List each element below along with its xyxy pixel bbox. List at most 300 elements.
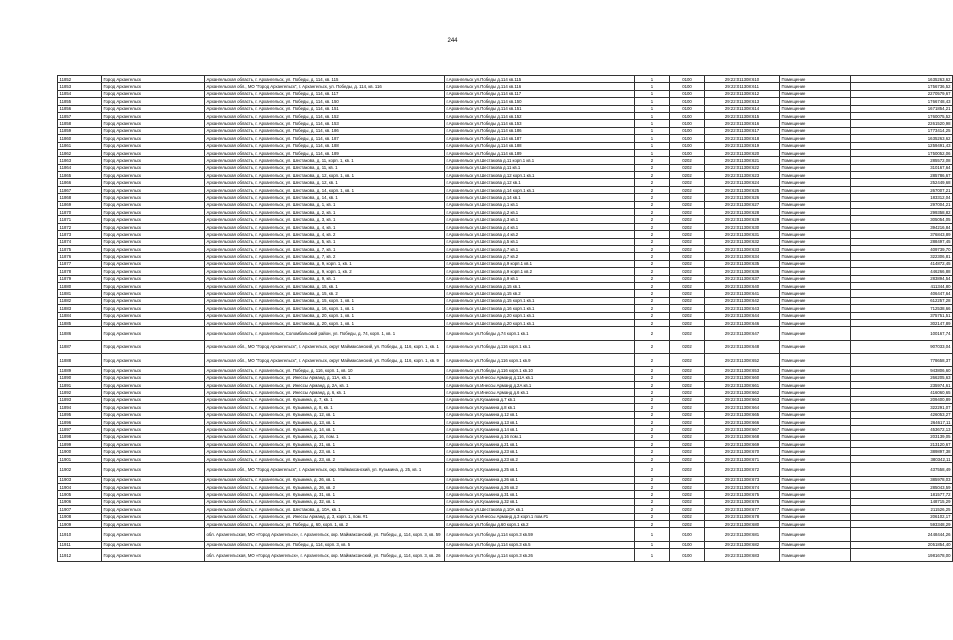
short-address-cell: г.Архангельск ул.Шестакова д.15 кв.1: [445, 282, 635, 289]
cadastral-value-cell: 148715,29: [851, 498, 953, 505]
cadastral-number-cell: 29:22:011308:671: [705, 455, 780, 462]
group-code-cell: 1: [635, 105, 670, 112]
group-code-cell: 2: [635, 513, 670, 520]
type-code-cell: 0100: [670, 98, 705, 105]
group-code-cell: 1: [635, 135, 670, 142]
municipality-cell: Город Архангельск: [102, 223, 205, 230]
group-code-cell: 2: [635, 327, 670, 340]
municipality-cell: Город Архангельск: [102, 548, 205, 561]
short-address-cell: г.Архангельск ул.Инессы Арманд д.6 кв.1: [445, 389, 635, 396]
cadastral-number-cell: 29:22:011308:678: [705, 513, 780, 520]
cadastral-value-cell: 612257,28: [851, 297, 953, 304]
cadastral-number-cell: 29:22:011308:637: [705, 275, 780, 282]
municipality-cell: Город Архангельск: [102, 268, 205, 275]
group-code-cell: 2: [635, 194, 670, 201]
object-type-cell: Помещение: [780, 353, 851, 366]
cadastral-number-cell: 29:22:011308:616: [705, 120, 780, 127]
row-number-cell: 11853: [58, 83, 102, 90]
address-cell: Архангельская область, г. Архангельск, ул. Победы, д. 114, кв. 186: [205, 127, 445, 134]
type-code-cell: 0100: [670, 105, 705, 112]
address-cell: Архангельская область, г. Архангельск, ул. Инессы Арманд, д. 3, корп. 1, пом. #1: [205, 513, 445, 520]
address-cell: Архангельская область, г. Архангельск, ул. Шестакова, д. 11, корп. 1, кв. 1: [205, 157, 445, 164]
short-address-cell: г.Архангельск ул.Инессы Арманд д.2А кв.1: [445, 381, 635, 388]
group-code-cell: 2: [635, 404, 670, 411]
type-code-cell: 0100: [670, 90, 705, 97]
address-cell: Архангельская область, г. Архангельск, ул. Шестакова, д. 7, кв. 2: [205, 253, 445, 260]
short-address-cell: г.Архангельск ул.Кузьмина д.31 кв.1: [445, 491, 635, 498]
address-cell: Архангельская область, г. Архангельск, ул. Шестакова, д. 15, кв. 2: [205, 290, 445, 297]
municipality-cell: Город Архангельск: [102, 127, 205, 134]
cadastral-number-cell: 29:22:011308:636: [705, 268, 780, 275]
type-code-cell: 0202: [670, 245, 705, 252]
table-row: [58, 340, 953, 353]
row-number-cell: 11871: [58, 216, 102, 223]
cadastral-value-cell: 389897,38: [851, 448, 953, 455]
group-code-cell: 1: [635, 76, 670, 83]
row-number-cell: 11900: [58, 448, 102, 455]
short-address-cell: г.Архангельск ул.Победы д.114 кв.150: [445, 98, 635, 105]
cadastral-value-cell: 267007,21: [851, 186, 953, 193]
cadastral-value-cell: 1635263,62: [851, 135, 953, 142]
cadastral-value-cell: 2261520,98: [851, 120, 953, 127]
object-type-cell: Помещение: [780, 483, 851, 490]
object-type-cell: Помещение: [780, 179, 851, 186]
address-cell: Архангельская область, г. Архангельск, ул. Кузьмина, д. 21, кв. 1: [205, 441, 445, 448]
address-cell: Архангельская область, г. Архангельск, ул. Победы, д. 114, кв. 189: [205, 149, 445, 156]
group-code-cell: 2: [635, 353, 670, 366]
address-cell: Архангельская область, г. Архангельск, ул. Инессы Арманд, д. 6, кв. 1: [205, 389, 445, 396]
cadastral-number-cell: 29:22:011308:669: [705, 441, 780, 448]
cadastral-number-cell: 29:22:011308:674: [705, 483, 780, 490]
type-code-cell: 0202: [670, 179, 705, 186]
cadastral-value-cell: 406447,64: [851, 290, 953, 297]
address-cell: Архангельская обл., МО "Город Архангельск", г. Архангельск, округ Маймаксанский, ул. Победы, д. 116, корп. 1, кв. 1: [205, 340, 445, 353]
municipality-cell: Город Архангельск: [102, 201, 205, 208]
table-row: [58, 305, 953, 312]
cadastral-number-cell: 29:22:011308:610: [705, 76, 780, 83]
municipality-cell: Город Архангельск: [102, 238, 205, 245]
municipality-cell: Город Архангельск: [102, 164, 205, 171]
cadastral-number-cell: 29:22:011308:614: [705, 105, 780, 112]
table-row: [58, 297, 953, 304]
cadastral-value-cell: 310167,64: [851, 164, 953, 171]
type-code-cell: 0202: [670, 231, 705, 238]
type-code-cell: 0202: [670, 498, 705, 505]
type-code-cell: 0202: [670, 483, 705, 490]
cadastral-value-cell: 943806,60: [851, 367, 953, 374]
municipality-cell: Город Архангельск: [102, 216, 205, 223]
table-row: [58, 209, 953, 216]
object-type-cell: Помещение: [780, 340, 851, 353]
short-address-cell: г.Архангельск ул.Победы д.114 корп.3 кв.5: [445, 541, 635, 548]
cadastral-value-cell: 409739,70: [851, 245, 953, 252]
short-address-cell: г.Архангельск ул.Кузьмина д.21 кв.1: [445, 441, 635, 448]
municipality-cell: Город Архангельск: [102, 142, 205, 149]
address-cell: Архангельская область, г. Архангельск, ул. Кузьмина, д. 12, кв. 1: [205, 411, 445, 418]
table-row: [58, 498, 953, 505]
cadastral-value-cell: 1756736,52: [851, 83, 953, 90]
row-number-cell: 11890: [58, 374, 102, 381]
type-code-cell: 0100: [670, 83, 705, 90]
table-row: [58, 411, 953, 418]
type-code-cell: 0202: [670, 389, 705, 396]
municipality-cell: Город Архангельск: [102, 327, 205, 340]
row-number-cell: 11883: [58, 305, 102, 312]
object-type-cell: Помещение: [780, 411, 851, 418]
municipality-cell: Город Архангельск: [102, 389, 205, 396]
short-address-cell: г.Архангельск ул.Шестакова д.9 кв.1: [445, 275, 635, 282]
group-code-cell: 2: [635, 297, 670, 304]
address-cell: Архангельская область, г. Архангельск, ул. Кузьмина, д. 8, кв. 1: [205, 404, 445, 411]
type-code-cell: 0100: [670, 76, 705, 83]
type-code-cell: 0202: [670, 353, 705, 366]
municipality-cell: Город Архангельск: [102, 275, 205, 282]
municipality-cell: Город Архангельск: [102, 367, 205, 374]
group-code-cell: 2: [635, 340, 670, 353]
group-code-cell: 2: [635, 463, 670, 476]
table-row: [58, 381, 953, 388]
row-number-cell: 11907: [58, 506, 102, 513]
cadastral-value-cell: 283894,54: [851, 275, 953, 282]
short-address-cell: г.Архангельск ул.Кузьмина д.32 кв.1: [445, 498, 635, 505]
address-cell: Архангельская область, г. Архангельск, ул. Шестакова, д. 9, корп. 1, кв. 2: [205, 268, 445, 275]
object-type-cell: Помещение: [780, 268, 851, 275]
row-number-cell: 11885: [58, 319, 102, 326]
row-number-cell: 11899: [58, 441, 102, 448]
cadastral-value-cell: 414872,45: [851, 260, 953, 267]
row-number-cell: 11887: [58, 340, 102, 353]
table-row: [58, 223, 953, 230]
cadastral-value-cell: 213120,67: [851, 441, 953, 448]
short-address-cell: г.Архангельск ул.Победы д.114 кв.153: [445, 120, 635, 127]
address-cell: Архангельская область, г. Архангельск, ул. Шестакова, д. 3, кв. 1: [205, 216, 445, 223]
cadastral-value-cell: 266205,63: [851, 374, 953, 381]
row-number-cell: 11906: [58, 498, 102, 505]
table-row: [58, 426, 953, 433]
group-code-cell: 2: [635, 426, 670, 433]
address-cell: Архангельская область, г. Архангельск, ул. Кузьмина, д. 13, кв. 1: [205, 418, 445, 425]
short-address-cell: г.Архангельск ул.Шестакова д.14 корп.1 кв.1: [445, 186, 635, 193]
table-row: [58, 127, 953, 134]
short-address-cell: г.Архангельск ул.Инессы Арманд д.11А кв.1: [445, 374, 635, 381]
cadastral-number-cell: 29:22:011308:672: [705, 463, 780, 476]
short-address-cell: г.Архангельск ул.Инессы Арманд д.3 корп.1 пом.#1: [445, 513, 635, 520]
short-address-cell: г.Архангельск ул.Шестакова д.5 кв.1: [445, 238, 635, 245]
cadastral-number-cell: 29:22:011308:615: [705, 112, 780, 119]
municipality-cell: Город Архангельск: [102, 290, 205, 297]
address-cell: обл. Архангельская, МО «Город Архангельск», г. Архангельск, окр. Маймаксанский, ул. Победы, д. 114, корп. 3, кв. 26: [205, 548, 445, 561]
object-type-cell: Помещение: [780, 157, 851, 164]
table-row: [58, 90, 953, 97]
object-type-cell: Помещение: [780, 105, 851, 112]
cadastral-value-cell: 1773414,25: [851, 127, 953, 134]
object-type-cell: Помещение: [780, 245, 851, 252]
municipality-cell: Город Архангельск: [102, 231, 205, 238]
cadastral-value-cell: 437558,49: [851, 463, 953, 476]
type-code-cell: 0202: [670, 164, 705, 171]
table-row: [58, 483, 953, 490]
group-code-cell: 2: [635, 164, 670, 171]
type-code-cell: 0202: [670, 411, 705, 418]
municipality-cell: Город Архангельск: [102, 83, 205, 90]
short-address-cell: г.Архангельск ул.Шестакова д.9 корп.1 кв.2: [445, 268, 635, 275]
type-code-cell: 0202: [670, 209, 705, 216]
cadastral-number-cell: 29:22:011308:618: [705, 135, 780, 142]
group-code-cell: 1: [635, 528, 670, 541]
address-cell: Архангельская область, г. Архангельск, ул. Шестакова, д. 5, кв. 1: [205, 238, 445, 245]
municipality-cell: Город Архангельск: [102, 463, 205, 476]
group-code-cell: 2: [635, 411, 670, 418]
object-type-cell: Помещение: [780, 194, 851, 201]
table-row: [58, 275, 953, 282]
group-code-cell: 2: [635, 245, 670, 252]
object-type-cell: Помещение: [780, 541, 851, 548]
cadastral-number-cell: 29:22:011308:633: [705, 245, 780, 252]
table-row: [58, 312, 953, 319]
cadastral-number-cell: 29:22:011308:647: [705, 327, 780, 340]
group-code-cell: 2: [635, 506, 670, 513]
object-type-cell: Помещение: [780, 506, 851, 513]
table-row: [58, 396, 953, 403]
address-cell: Архангельская область, г. Архангельск, Соломбальский район, ул. Победы, д. 74, корп. 1, кв. 1: [205, 327, 445, 340]
type-code-cell: 0100: [670, 127, 705, 134]
table-row: [58, 76, 953, 83]
table-row: [58, 520, 953, 527]
type-code-cell: 0202: [670, 290, 705, 297]
address-cell: Архангельская область, г. Архангельск, ул. Шестакова, д. 7, кв. 1: [205, 245, 445, 252]
address-cell: Архангельская область, г. Архангельск, ул. Победы, д. 114, кв. 188: [205, 142, 445, 149]
cadastral-value-cell: 394216,84: [851, 223, 953, 230]
group-code-cell: 1: [635, 541, 670, 548]
cadastral-value-cell: 778658,37: [851, 353, 953, 366]
object-type-cell: Помещение: [780, 76, 851, 83]
group-code-cell: 2: [635, 483, 670, 490]
row-number-cell: 11904: [58, 483, 102, 490]
municipality-cell: Город Архангельск: [102, 179, 205, 186]
group-code-cell: 2: [635, 157, 670, 164]
object-type-cell: Помещение: [780, 463, 851, 476]
cadastral-value-cell: 1671854,21: [851, 105, 953, 112]
cadastral-number-cell: 29:22:011308:641: [705, 290, 780, 297]
row-number-cell: 11908: [58, 513, 102, 520]
row-number-cell: 11878: [58, 268, 102, 275]
short-address-cell: г.Архангельск ул.Победы д.116 корп.1 кв.1: [445, 340, 635, 353]
address-cell: Архангельская область, г. Архангельск, ул. Шестакова, д. 9, корп. 1, кв. 1: [205, 260, 445, 267]
address-cell: Архангельская область, г. Архангельск, ул. Кузьмина, д. 14, кв. 1: [205, 426, 445, 433]
table-row: [58, 476, 953, 483]
row-number-cell: 11866: [58, 179, 102, 186]
municipality-cell: Город Архангельск: [102, 418, 205, 425]
type-code-cell: 0202: [670, 186, 705, 193]
address-cell: Архангельская область, г. Архангельск, ул. Шестакова, д. 12, корп. 1, кв. 1: [205, 172, 445, 179]
cadastral-number-cell: 29:22:011308:620: [705, 149, 780, 156]
row-number-cell: 11859: [58, 127, 102, 134]
type-code-cell: 0202: [670, 520, 705, 527]
type-code-cell: 0202: [670, 426, 705, 433]
object-type-cell: Помещение: [780, 142, 851, 149]
cadastral-number-cell: 29:22:011308:676: [705, 498, 780, 505]
address-cell: Архангельская область, г. Архангельск, ул. Кузьмина, д. 31, кв. 1: [205, 491, 445, 498]
cadastral-registry-table: [57, 75, 953, 562]
cadastral-value-cell: 376843,89: [851, 231, 953, 238]
cadastral-value-cell: 235974,61: [851, 381, 953, 388]
short-address-cell: г.Архангельск ул.Шестакова д.11 кв.1: [445, 164, 635, 171]
object-type-cell: Помещение: [780, 231, 851, 238]
address-cell: Архангельская область, г. Архангельск, ул. Победы, д. 60, корп. 1, кв. 2: [205, 520, 445, 527]
object-type-cell: Помещение: [780, 548, 851, 561]
table-row: [58, 448, 953, 455]
short-address-cell: г.Архангельск ул.Шестакова д.14 кв.1: [445, 194, 635, 201]
row-number-cell: 11879: [58, 275, 102, 282]
row-number-cell: 11880: [58, 282, 102, 289]
municipality-cell: Город Архангельск: [102, 411, 205, 418]
address-cell: Архангельская область, г. Архангельск, ул. Шестакова, д. 10А, кв. 1: [205, 506, 445, 513]
municipality-cell: Город Архангельск: [102, 76, 205, 83]
group-code-cell: 2: [635, 441, 670, 448]
short-address-cell: г.Архангельск ул.Кузьмина д.16 пом.1: [445, 433, 635, 440]
municipality-cell: Город Архангельск: [102, 312, 205, 319]
row-number-cell: 11891: [58, 381, 102, 388]
group-code-cell: 2: [635, 282, 670, 289]
row-number-cell: 11874: [58, 238, 102, 245]
group-code-cell: 1: [635, 98, 670, 105]
table-row: [58, 194, 953, 201]
municipality-cell: Город Архангельск: [102, 319, 205, 326]
short-address-cell: г.Архангельск ул.Победы д.114 кв.187: [445, 135, 635, 142]
short-address-cell: г.Архангельск ул.Победы д.116 корп.1 кв.9: [445, 353, 635, 366]
group-code-cell: 2: [635, 223, 670, 230]
cadastral-number-cell: 29:22:011308:643: [705, 305, 780, 312]
object-type-cell: Помещение: [780, 381, 851, 388]
object-type-cell: Помещение: [780, 112, 851, 119]
municipality-cell: Город Архангельск: [102, 245, 205, 252]
short-address-cell: г.Архангельск ул.Победы д.114 корп.3 кв.26: [445, 548, 635, 561]
municipality-cell: Город Архангельск: [102, 381, 205, 388]
row-number-cell: 11882: [58, 297, 102, 304]
row-number-cell: 11902: [58, 463, 102, 476]
object-type-cell: Помещение: [780, 275, 851, 282]
table-row: [58, 260, 953, 267]
type-code-cell: 0100: [670, 142, 705, 149]
cadastral-value-cell: 203139,05: [851, 433, 953, 440]
group-code-cell: 2: [635, 172, 670, 179]
cadastral-value-cell: 2270579,67: [851, 90, 953, 97]
cadastral-number-cell: 29:22:011308:640: [705, 282, 780, 289]
group-code-cell: 2: [635, 520, 670, 527]
table-row: [58, 506, 953, 513]
type-code-cell: 0202: [670, 275, 705, 282]
row-number-cell: 11864: [58, 164, 102, 171]
object-type-cell: Помещение: [780, 498, 851, 505]
group-code-cell: 1: [635, 120, 670, 127]
table-row: [58, 164, 953, 171]
cadastral-number-cell: 29:22:011308:661: [705, 381, 780, 388]
type-code-cell: 0202: [670, 223, 705, 230]
short-address-cell: г.Архангельск ул.Победы д.74 корп.1 кв.1: [445, 327, 635, 340]
group-code-cell: 1: [635, 90, 670, 97]
cadastral-number-cell: 29:22:011308:628: [705, 209, 780, 216]
cadastral-number-cell: 29:22:011308:652: [705, 353, 780, 366]
short-address-cell: г.Архангельск ул.Кузьмина д.23 кв.2: [445, 455, 635, 462]
object-type-cell: Помещение: [780, 455, 851, 462]
short-address-cell: г.Архангельск ул.Шестакова д.11 корп.1 кв.1: [445, 157, 635, 164]
municipality-cell: Город Архангельск: [102, 340, 205, 353]
group-code-cell: 2: [635, 448, 670, 455]
address-cell: Архангельская область, г. Архангельск, ул. Победы, д. 114, кв. 150: [205, 98, 445, 105]
cadastral-number-cell: 29:22:011308:664: [705, 404, 780, 411]
object-type-cell: Помещение: [780, 448, 851, 455]
type-code-cell: 0202: [670, 463, 705, 476]
cadastral-value-cell: 1760075,52: [851, 112, 953, 119]
cadastral-number-cell: 29:22:011308:665: [705, 411, 780, 418]
type-code-cell: 0202: [670, 418, 705, 425]
address-cell: Архангельская область, г. Архангельск, ул. Кузьмина, д. 32, кв. 1: [205, 498, 445, 505]
cadastral-number-cell: 29:22:011308:662: [705, 389, 780, 396]
cadastral-number-cell: 29:22:011308:646: [705, 319, 780, 326]
cadastral-number-cell: 29:22:011308:682: [705, 541, 780, 548]
row-number-cell: 11884: [58, 312, 102, 319]
municipality-cell: Город Архангельск: [102, 260, 205, 267]
address-cell: Архангельская область, г. Архангельск, ул. Шестакова, д. 1, кв. 1: [205, 201, 445, 208]
short-address-cell: г.Архангельск ул.Победы д.114 корп.3 кв.59: [445, 528, 635, 541]
object-type-cell: Помещение: [780, 476, 851, 483]
row-number-cell: 11911: [58, 541, 102, 548]
municipality-cell: Город Архангельск: [102, 98, 205, 105]
address-cell: Архангельская область, г. Архангельск, ул. Шестакова, д. 16, корп. 1, кв. 1: [205, 305, 445, 312]
short-address-cell: г.Архангельск ул.Шестакова д.4 кв.2: [445, 231, 635, 238]
address-cell: Архангельская область, г. Архангельск, ул. Шестакова, д. 15, кв. 1: [205, 282, 445, 289]
object-type-cell: Помещение: [780, 367, 851, 374]
municipality-cell: Город Архангельск: [102, 483, 205, 490]
address-cell: Архангельская область, г. Архангельск, ул. Шестакова, д. 14, корп. 1, кв. 1: [205, 186, 445, 193]
short-address-cell: г.Архангельск ул.Кузьмина д.12 кв.1: [445, 411, 635, 418]
object-type-cell: Помещение: [780, 216, 851, 223]
row-number-cell: 11896: [58, 418, 102, 425]
row-number-cell: 11862: [58, 149, 102, 156]
cadastral-value-cell: 1259491,43: [851, 142, 953, 149]
type-code-cell: 0202: [670, 381, 705, 388]
cadastral-value-cell: 322291,07: [851, 404, 953, 411]
table-row: [58, 455, 953, 462]
object-type-cell: Помещение: [780, 433, 851, 440]
object-type-cell: Помещение: [780, 528, 851, 541]
short-address-cell: г.Архангельск ул.Шестакова д.12 кв.1: [445, 179, 635, 186]
row-number-cell: 11889: [58, 367, 102, 374]
table-row: [58, 433, 953, 440]
row-number-cell: 11912: [58, 548, 102, 561]
type-code-cell: 0202: [670, 476, 705, 483]
municipality-cell: Город Архангельск: [102, 520, 205, 527]
address-cell: Архангельская область, г. Архангельск, ул. Шестакова, д. 9, кв. 1: [205, 275, 445, 282]
object-type-cell: Помещение: [780, 253, 851, 260]
group-code-cell: 2: [635, 319, 670, 326]
object-type-cell: Помещение: [780, 441, 851, 448]
municipality-cell: Город Архангельск: [102, 513, 205, 520]
cadastral-number-cell: 29:22:011308:653: [705, 367, 780, 374]
table-row: [58, 120, 953, 127]
table-row: [58, 112, 953, 119]
row-number-cell: 11868: [58, 194, 102, 201]
short-address-cell: г.Архангельск ул.Шестакова д.1 кв.1: [445, 201, 635, 208]
cadastral-number-cell: 29:22:011308:683: [705, 548, 780, 561]
row-number-cell: 11867: [58, 186, 102, 193]
row-number-cell: 11894: [58, 404, 102, 411]
object-type-cell: Помещение: [780, 305, 851, 312]
object-type-cell: Помещение: [780, 186, 851, 193]
type-code-cell: 0202: [670, 297, 705, 304]
municipality-cell: Город Архангельск: [102, 253, 205, 260]
municipality-cell: Город Архангельск: [102, 172, 205, 179]
